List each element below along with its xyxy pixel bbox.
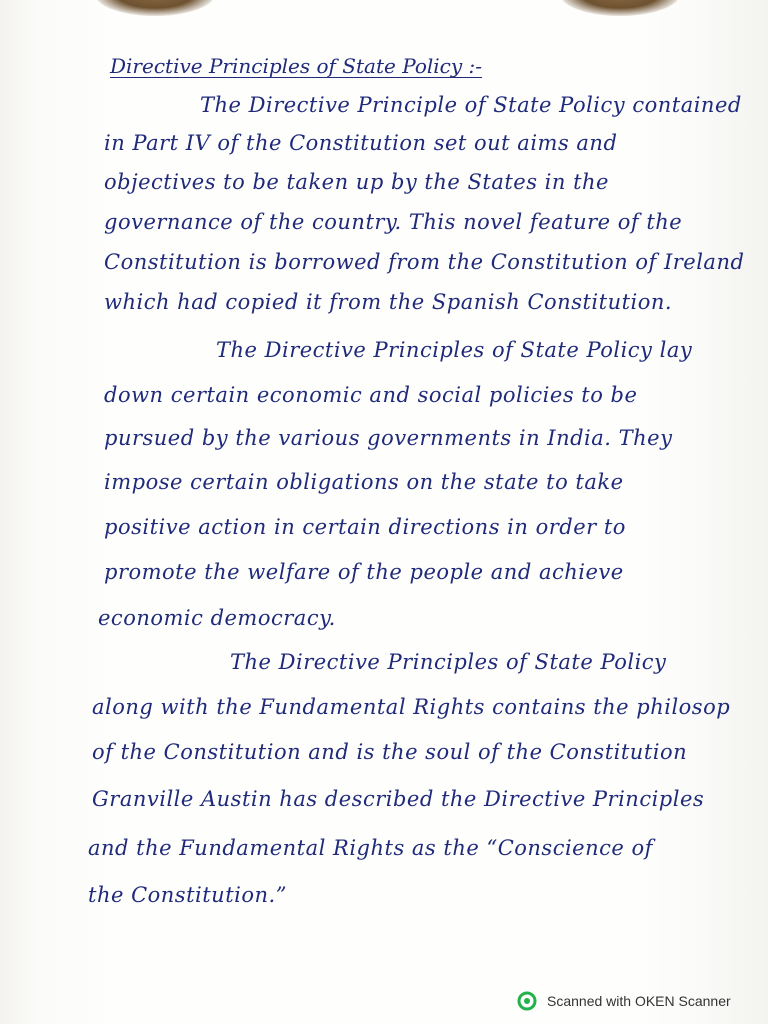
- watermark-text: Scanned with OKEN Scanner: [547, 993, 731, 1009]
- text-line: which had copied it from the Spanish Constitution.: [104, 290, 673, 314]
- text-line: down certain economic and social policies to be: [104, 383, 638, 407]
- document-heading: Directive Principles of State Policy :-: [110, 54, 483, 78]
- finger-shadow-right: [560, 0, 680, 16]
- text-line: The Directive Principles of State Policy: [230, 650, 667, 674]
- text-line: The Directive Principle of State Policy contained: [200, 93, 742, 117]
- text-line: positive action in certain directions in order to: [104, 515, 626, 539]
- text-line: the Constitution.”: [88, 883, 287, 907]
- text-line: and the Fundamental Rights as the “Conscience of: [88, 836, 653, 860]
- text-line: of the Constitution and is the soul of the Constitution: [92, 740, 688, 764]
- text-line: impose certain obligations on the state to take: [104, 470, 624, 494]
- scanner-watermark: [517, 990, 731, 1012]
- text-line: governance of the country. This novel feature of the: [104, 210, 683, 234]
- text-line: promote the welfare of the people and achieve: [104, 560, 624, 584]
- finger-shadow-left: [95, 0, 215, 16]
- text-line: economic democracy.: [98, 606, 336, 630]
- text-line: pursued by the various governments in India. They: [104, 426, 673, 450]
- text-line: Granville Austin has described the Directive Principles: [92, 787, 705, 811]
- text-line: The Directive Principles of State Policy lay: [216, 338, 693, 362]
- oken-scanner-logo-icon: [517, 991, 537, 1011]
- text-line: in Part IV of the Constitution set out aims and: [104, 131, 618, 155]
- text-line: Constitution is borrowed from the Constitution of Ireland: [104, 250, 745, 274]
- text-line: along with the Fundamental Rights contains the philosop: [92, 695, 731, 719]
- text-line: objectives to be taken up by the States in the: [104, 170, 609, 194]
